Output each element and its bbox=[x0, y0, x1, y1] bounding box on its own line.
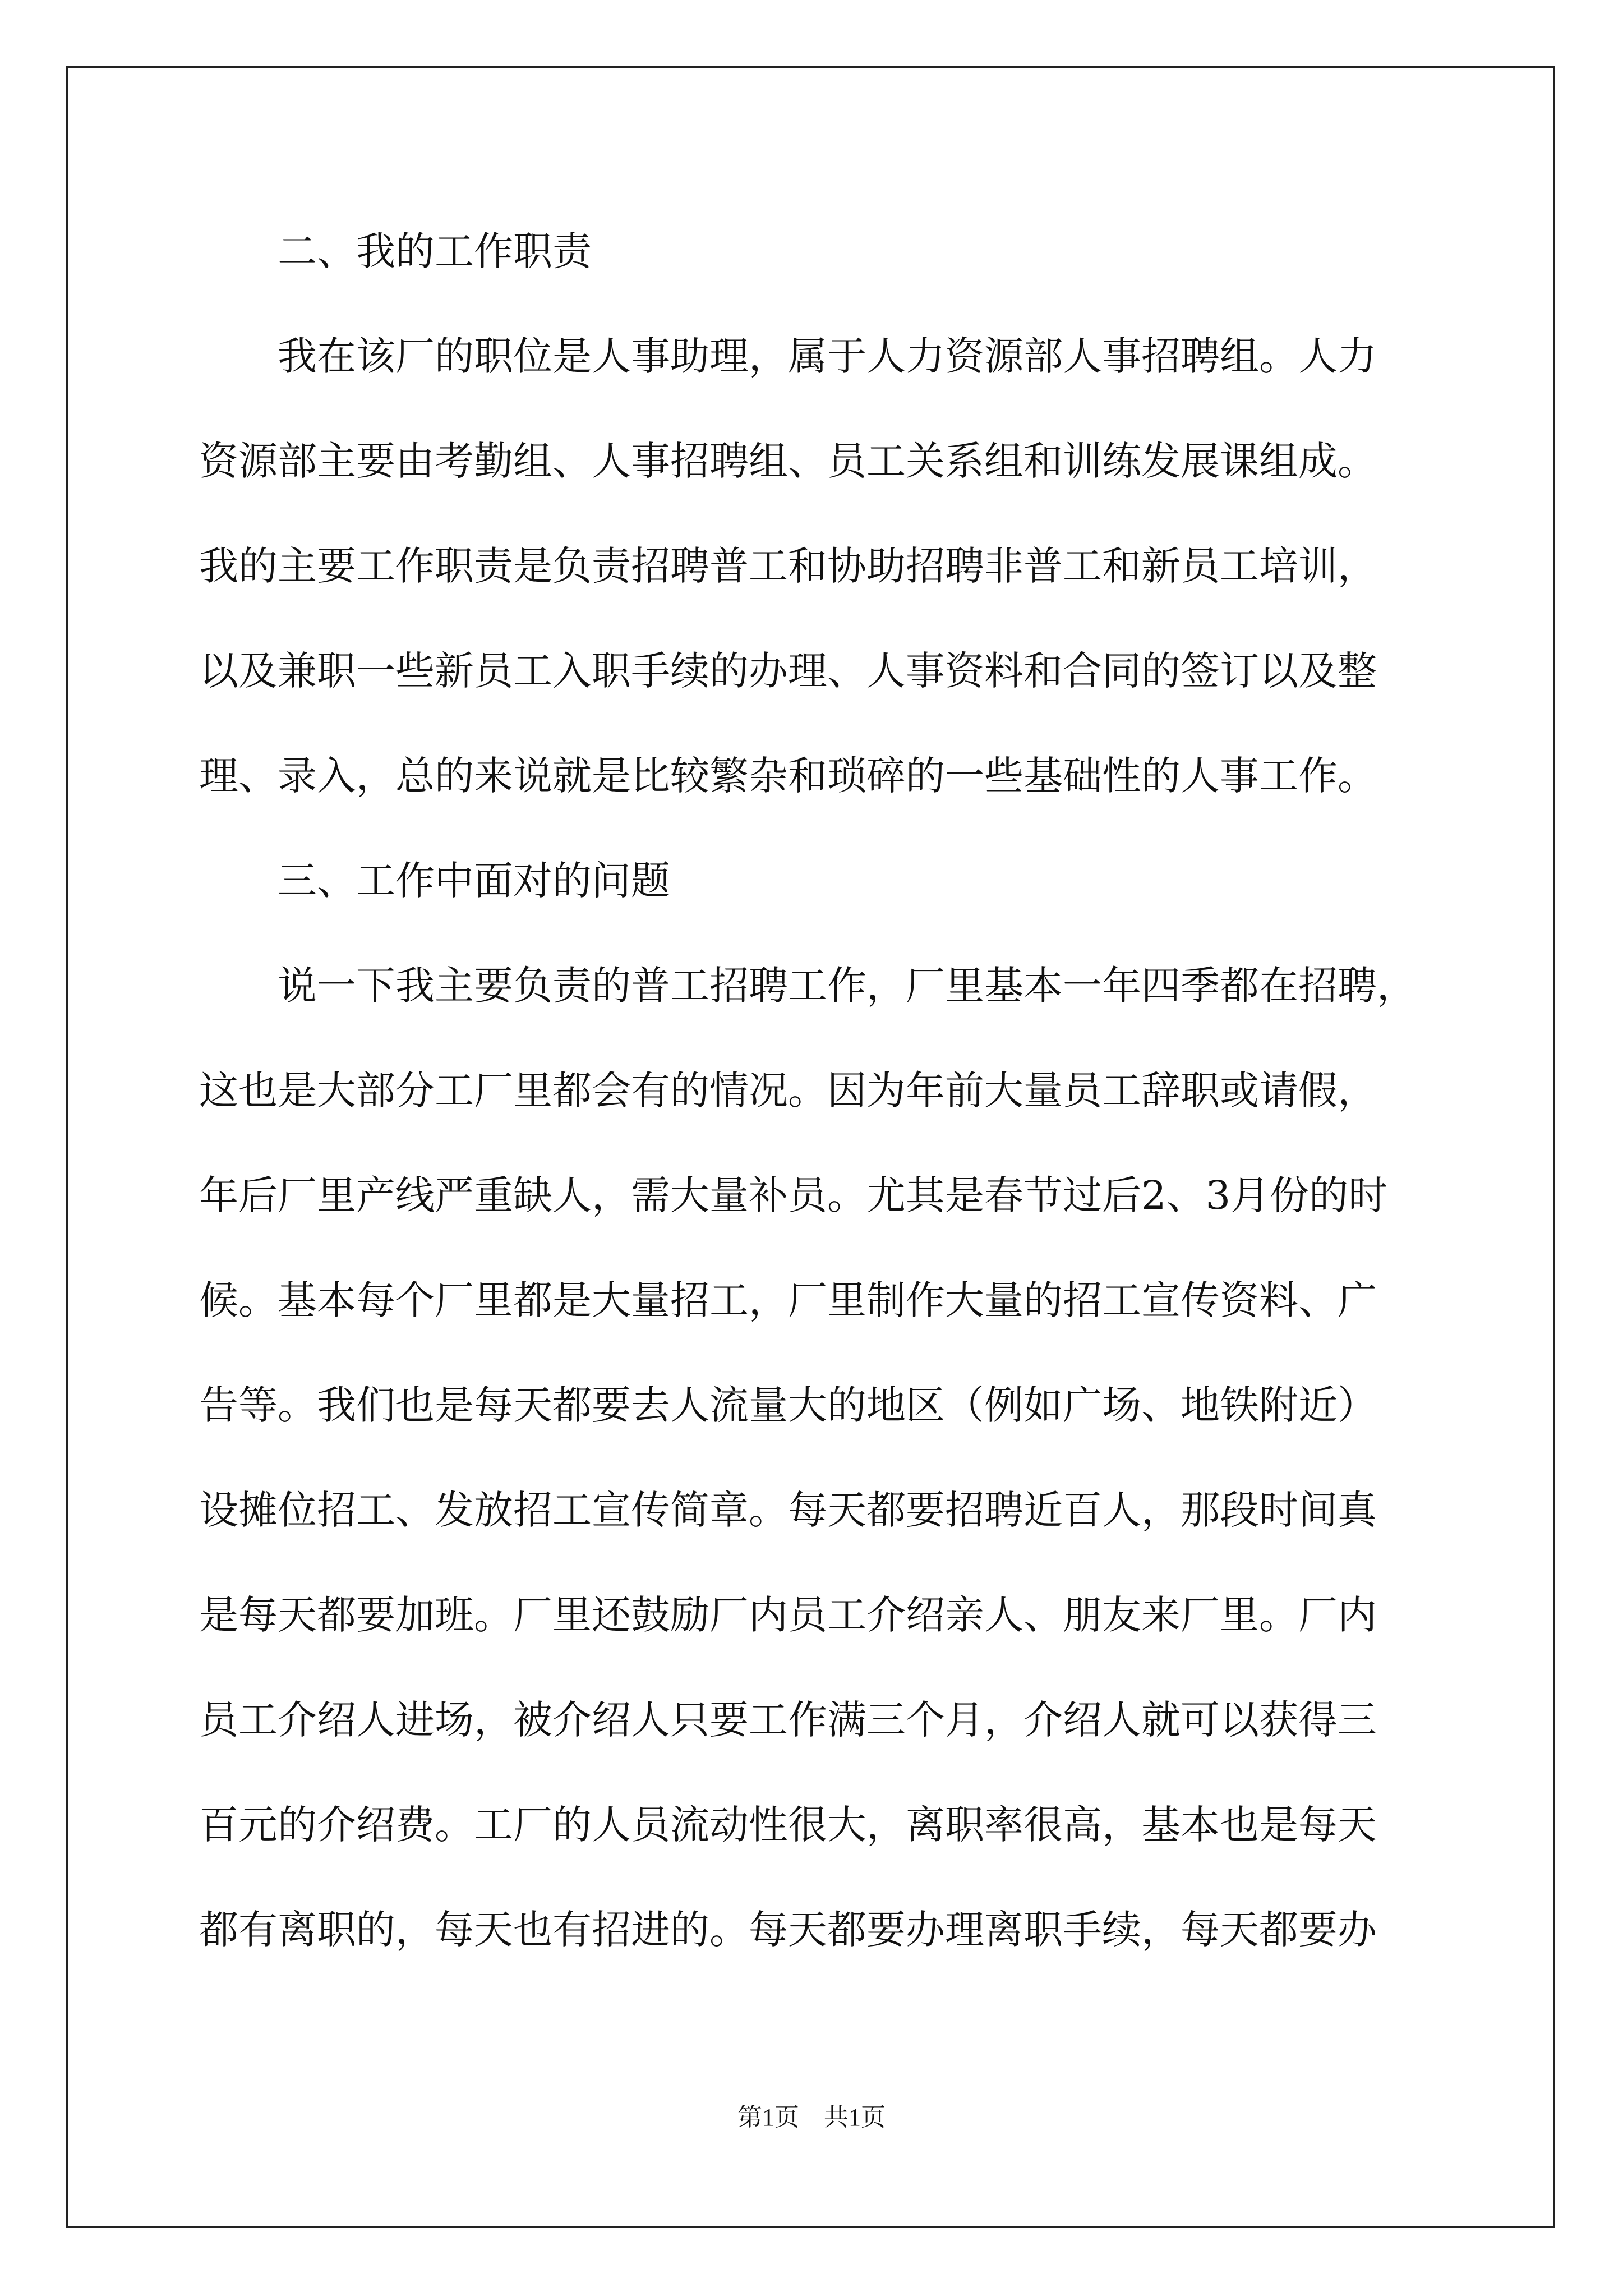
paragraph-line: 百元的介绍费。工厂的人员流动性很大，离职率很高，基本也是每天 bbox=[199, 1802, 1377, 1848]
paragraph-line: 我在该厂的职位是人事助理，属于人力资源部人事招聘组。人力 bbox=[278, 333, 1377, 379]
paragraph-line: 都有离职的，每天也有招进的。每天都要办理离职手续，每天都要办 bbox=[199, 1907, 1377, 1953]
paragraph-line: 员工介绍人进场，被介绍人只要工作满三个月，介绍人就可以获得三 bbox=[199, 1697, 1377, 1743]
paragraph-line: 设摊位招工、发放招工宣传简章。每天都要招聘近百人，那段时间真 bbox=[199, 1487, 1377, 1533]
document-body bbox=[199, 199, 1422, 1982]
paragraph-line: 说一下我主要负责的普工招聘工作，厂里基本一年四季都在招聘， bbox=[278, 963, 1416, 1009]
page-number-footer: 第1页 共1页 bbox=[737, 2104, 886, 2131]
paragraph-line: 候。基本每个厂里都是大量招工，厂里制作大量的招工宣传资料、广 bbox=[199, 1277, 1377, 1323]
paragraph-line: 告等。我们也是每天都要去人流量大的地区（例如广场、地铁附近） bbox=[199, 1382, 1377, 1428]
paragraph-line: 理、录入，总的来说就是比较繁杂和琐碎的一些基础性的人事工作。 bbox=[199, 753, 1377, 799]
section-heading-2: 二、我的工作职责 bbox=[278, 228, 592, 274]
section-heading-3: 三、工作中面对的问题 bbox=[278, 858, 670, 904]
paragraph-line: 以及兼职一些新员工入职手续的办理、人事资料和合同的签订以及整 bbox=[199, 648, 1377, 694]
paragraph-line: 这也是大部分工厂里都会有的情况。因为年前大量员工辞职或请假， bbox=[199, 1068, 1377, 1114]
paragraph-line: 是每天都要加班。厂里还鼓励厂内员工介绍亲人、朋友来厂里。厂内 bbox=[199, 1592, 1377, 1638]
paragraph-line: 资源部主要由考勤组、人事招聘组、员工关系组和训练发展课组成。 bbox=[199, 438, 1377, 484]
paragraph-line: 年后厂里产线严重缺人，需大量补员。尤其是春节过后2、3月份的时 bbox=[199, 1172, 1388, 1218]
paragraph-line: 我的主要工作职责是负责招聘普工和协助招聘非普工和新员工培训， bbox=[199, 543, 1377, 589]
